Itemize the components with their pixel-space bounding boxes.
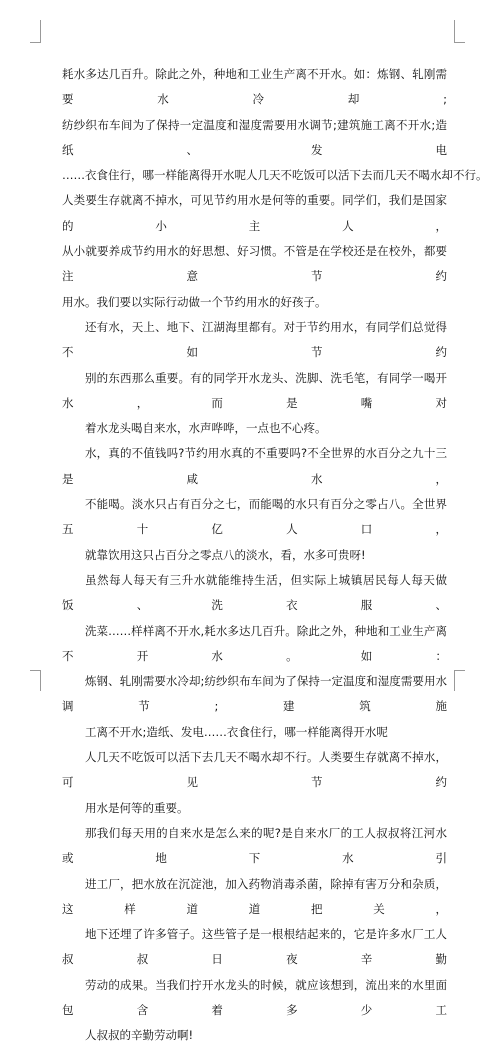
paragraph xyxy=(62,745,447,821)
text-line: 那我们每天用的自来水是怎么来的呢?是自来水厂的工人叔叔将江河水或地下水引 xyxy=(62,825,447,866)
text-line: 人类要生存就离不掉水，可见节约用水是何等的重要。同学们，我们是国家的小主人， xyxy=(62,193,447,233)
text-line: 用水。我们要以实际行动做一个节约用水的好孩子。 xyxy=(62,294,327,309)
document-body xyxy=(62,62,488,1049)
text-line: 人几天不吃饭可以活下去几天不喝水却不行。人类要生存就离不掉水，可见节约 xyxy=(62,750,447,790)
text-line: 着水龙头喝自来水，水声哗哗，一点也不心疼。 xyxy=(85,421,327,436)
text-line: 进工厂，把水放在沉淀池，加入药物消毒杀菌，除掉有害万分和杂质，这样道道把关， xyxy=(62,876,447,916)
paragraph xyxy=(62,821,447,1049)
text-line: 就靠饮用这只占百分之零点八的淡水，看，水多可贵呀! xyxy=(85,547,366,562)
paragraph xyxy=(62,62,488,188)
crop-mark-top-left xyxy=(30,20,41,43)
text-line: ……衣食住行，哪一样能离得开水呢人几天不吃饭可以活下去而几天不喝水却不行。 xyxy=(62,168,488,183)
paragraph xyxy=(62,568,447,745)
text-line: 不能喝。淡水只占有百分之七，而能喝的水只有百分之零占八。全世界五十亿人口， xyxy=(62,497,447,537)
text-line: 炼钢、轧刚需要水冷却;纺纱织布车间为了保持一定温度和湿度需要用水调节;建筑施 xyxy=(62,674,447,714)
paragraph xyxy=(62,441,447,567)
text-line: 人叔叔的辛勤劳动啊! xyxy=(85,1028,194,1043)
text-line: 从小就要养成节约用水的好思想、好习惯。不管是在学校还是在校外，都要注意节约 xyxy=(62,244,447,284)
text-line: 别的东西那么重要。有的同学开水龙头、洗脚、洗毛笔，有同学一喝开水，而是嘴对 xyxy=(62,370,447,410)
text-line: 虽然每人每天有三升水就能维持生活，但实际上城镇居民每人每天做饭、洗衣服、 xyxy=(62,572,447,613)
text-line: 劳动的成果。当我们拧开水龙头的时候，就应该想到，流出来的水里面包含着多少工 xyxy=(62,977,447,1017)
text-line: 耗水多达几百升。除此之外，种地和工业生产离不开水。如：炼钢、轧刚需要水冷却; xyxy=(62,67,447,107)
text-line: 纺纱织布车间为了保持一定温度和湿度需要用水调节;建筑施工离不开水;造纸、发电 xyxy=(62,117,447,157)
crop-mark-top-right xyxy=(454,20,465,43)
text-line: 工离不开水;造纸、发电……衣食住行，哪一样能离得开水呢 xyxy=(85,724,388,739)
crop-mark-bottom-right xyxy=(454,670,465,691)
crop-mark-bottom-left xyxy=(30,670,41,691)
text-line: 地下还埋了许多管子。这些管子是一根根结起来的，它是许多水厂工人叔叔日夜辛勤 xyxy=(62,927,447,967)
paragraph xyxy=(62,188,447,314)
text-line: 水，真的不值钱吗?节约用水真的不重要吗?不全世界的水百分之九十三是咸水， xyxy=(62,446,447,486)
text-line: 洗菜……样样离不开水,耗水多达几百升。除此之外，种地和工业生产离不开水。如： xyxy=(62,623,447,663)
text-line: 用水是何等的重要。 xyxy=(85,800,189,815)
text-line: 还有水，天上、地下、江湖海里都有。对于节约用水，有同学们总觉得不如节约 xyxy=(62,319,447,360)
paragraph xyxy=(62,315,447,441)
